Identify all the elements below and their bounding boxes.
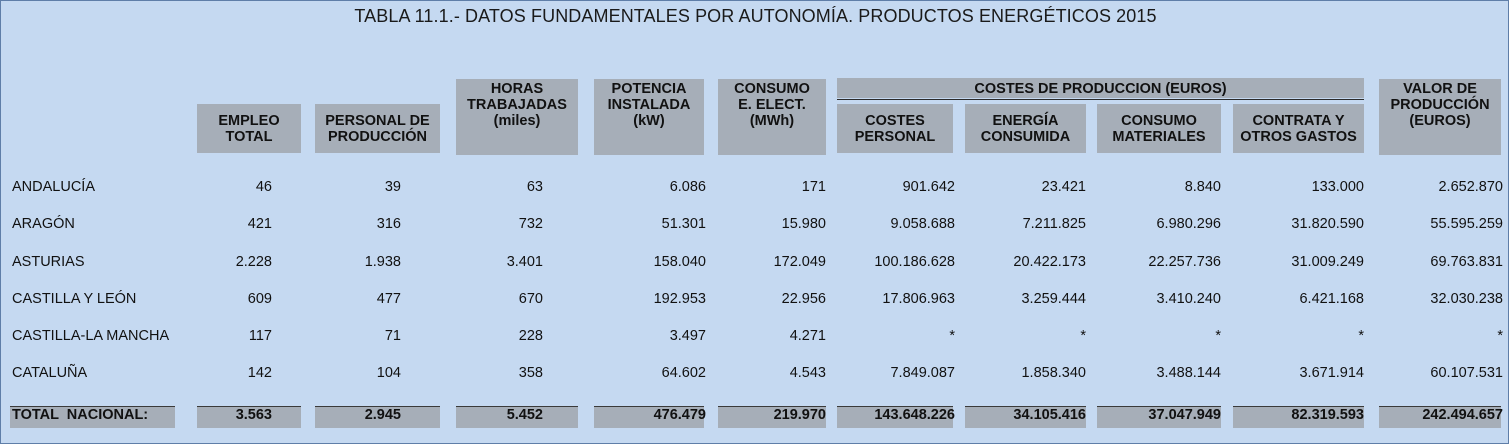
table-cell: 142 xyxy=(247,365,272,381)
table-cell: 32.030.238 xyxy=(1430,291,1503,307)
table-cell: 55.595.259 xyxy=(1430,216,1503,232)
table-cell: 22.257.736 xyxy=(1148,254,1221,270)
table-title: TABLA 11.1.- DATOS FUNDAMENTALES POR AUTONOMÍA. PRODUCTOS ENERGÉTICOS 2015 xyxy=(354,6,1157,26)
table-cell: 192.953 xyxy=(653,291,706,307)
table-cell: 39 xyxy=(384,179,401,195)
table-cell: 1.858.340 xyxy=(1021,365,1086,381)
column-header-label: PERSONAL DE PRODUCCIÓN xyxy=(325,112,430,145)
table-cell: 6.421.168 xyxy=(1299,291,1364,307)
table-cell: 31.820.590 xyxy=(1291,216,1364,232)
table-cell: 104 xyxy=(376,365,401,381)
table-cell: 71 xyxy=(384,328,401,344)
group-header-rule xyxy=(837,99,1364,100)
table-cell: 477 xyxy=(376,291,401,307)
table-cell: * xyxy=(1358,328,1364,344)
table-cell: 732 xyxy=(518,216,543,232)
table-cell: 63 xyxy=(526,179,543,195)
total-cell: 219.970 xyxy=(773,407,826,423)
table-cell: 2.652.870 xyxy=(1438,179,1503,195)
column-header xyxy=(718,79,826,155)
table-cell: 3.401 xyxy=(506,254,543,270)
column-header xyxy=(594,79,704,155)
table-cell: 17.806.963 xyxy=(882,291,955,307)
table-cell: 64.602 xyxy=(661,365,706,381)
table-cell: 316 xyxy=(376,216,401,232)
table-cell: 117 xyxy=(248,328,272,344)
column-header xyxy=(315,104,440,153)
column-header-label: CONSUMO MATERIALES xyxy=(1112,112,1206,145)
table-cell: 22.956 xyxy=(781,291,826,307)
table-cell: * xyxy=(1080,328,1086,344)
table-cell: 171 xyxy=(801,179,826,195)
row-label: ANDALUCÍA xyxy=(12,179,95,195)
column-header xyxy=(456,79,578,155)
table-cell: 69.763.831 xyxy=(1430,254,1503,270)
total-cell: 37.047.949 xyxy=(1148,407,1221,423)
column-header xyxy=(965,104,1086,153)
table-cell: 8.840 xyxy=(1184,179,1221,195)
table-cell: 358 xyxy=(518,365,543,381)
table-cell: 7.849.087 xyxy=(890,365,955,381)
table-cell: 9.058.688 xyxy=(890,216,955,232)
table-cell: 2.228 xyxy=(235,254,272,270)
column-header xyxy=(1097,104,1221,153)
column-header xyxy=(1379,79,1501,155)
column-header-label: HORAS TRABAJADAS (miles) xyxy=(467,81,567,129)
table-cell: 3.410.240 xyxy=(1156,291,1221,307)
table-cell: * xyxy=(949,328,955,344)
table-cell: 51.301 xyxy=(661,216,706,232)
row-label: CASTILLA Y LEÓN xyxy=(12,291,137,307)
table-cell: 421 xyxy=(247,216,272,232)
table-cell: 31.009.249 xyxy=(1291,254,1364,270)
column-header-label: POTENCIA INSTALADA (kW) xyxy=(607,81,691,129)
table-cell: 670 xyxy=(518,291,543,307)
table-cell: 3.497 xyxy=(669,328,706,344)
table-cell: 133.000 xyxy=(1311,179,1364,195)
table-cell: 20.422.173 xyxy=(1013,254,1086,270)
table-cell: 228 xyxy=(518,328,543,344)
table-cell: 15.980 xyxy=(781,216,826,232)
total-cell: 82.319.593 xyxy=(1291,407,1364,423)
table-cell: 158.040 xyxy=(653,254,706,270)
table-cell: 6.086 xyxy=(669,179,706,195)
row-label: ARAGÓN xyxy=(12,216,75,232)
column-header-label: EMPLEO TOTAL xyxy=(218,112,280,145)
row-label: CATALUÑA xyxy=(12,365,88,381)
table-cell: 23.421 xyxy=(1041,179,1086,195)
column-header-label: COSTES PERSONAL xyxy=(854,112,936,145)
table-cell: 901.642 xyxy=(902,179,955,195)
total-cell: 3.563 xyxy=(235,407,272,423)
table-cell: * xyxy=(1215,328,1221,344)
total-cell: 242.494.657 xyxy=(1422,407,1503,423)
table-cell: 3.671.914 xyxy=(1299,365,1364,381)
column-header-label: ENERGÍA CONSUMIDA xyxy=(980,112,1071,145)
total-cell: 2.945 xyxy=(364,407,401,423)
group-header-label: COSTES DE PRODUCCION (EUROS) xyxy=(974,80,1227,97)
table-cell: 1.938 xyxy=(364,254,401,270)
total-cell: 476.479 xyxy=(653,407,706,423)
column-header-label: CONSUMO E. ELECT. (MWh) xyxy=(734,81,810,129)
column-header-label: CONTRATA Y OTROS GASTOS xyxy=(1240,112,1357,145)
table-cell: 3.488.144 xyxy=(1156,365,1221,381)
table-cell: 100.186.628 xyxy=(874,254,955,270)
table-cell: 60.107.531 xyxy=(1430,365,1503,381)
table-cell: 4.543 xyxy=(789,365,826,381)
table-cell: 6.980.296 xyxy=(1156,216,1221,232)
column-header xyxy=(1233,104,1364,153)
row-label: CASTILLA-LA MANCHA xyxy=(12,328,170,344)
total-cell: 5.452 xyxy=(506,407,543,423)
table-cell: 609 xyxy=(247,291,272,307)
total-cell: 143.648.226 xyxy=(874,407,955,423)
column-header xyxy=(197,104,301,153)
table-cell: 4.271 xyxy=(789,328,826,344)
column-header-label: VALOR DE PRODUCCIÓN (EUROS) xyxy=(1390,81,1490,129)
group-header-costes xyxy=(837,79,1364,98)
total-label: TOTAL NACIONAL: xyxy=(12,407,149,423)
table-cell: 3.259.444 xyxy=(1021,291,1086,307)
row-label: ASTURIAS xyxy=(12,254,85,270)
table-cell: 172.049 xyxy=(773,254,826,270)
table-cell: * xyxy=(1497,328,1503,344)
column-header xyxy=(837,104,953,153)
table-cell: 46 xyxy=(255,179,272,195)
total-cell: 34.105.416 xyxy=(1013,407,1086,423)
table-cell: 7.211.825 xyxy=(1022,216,1086,232)
